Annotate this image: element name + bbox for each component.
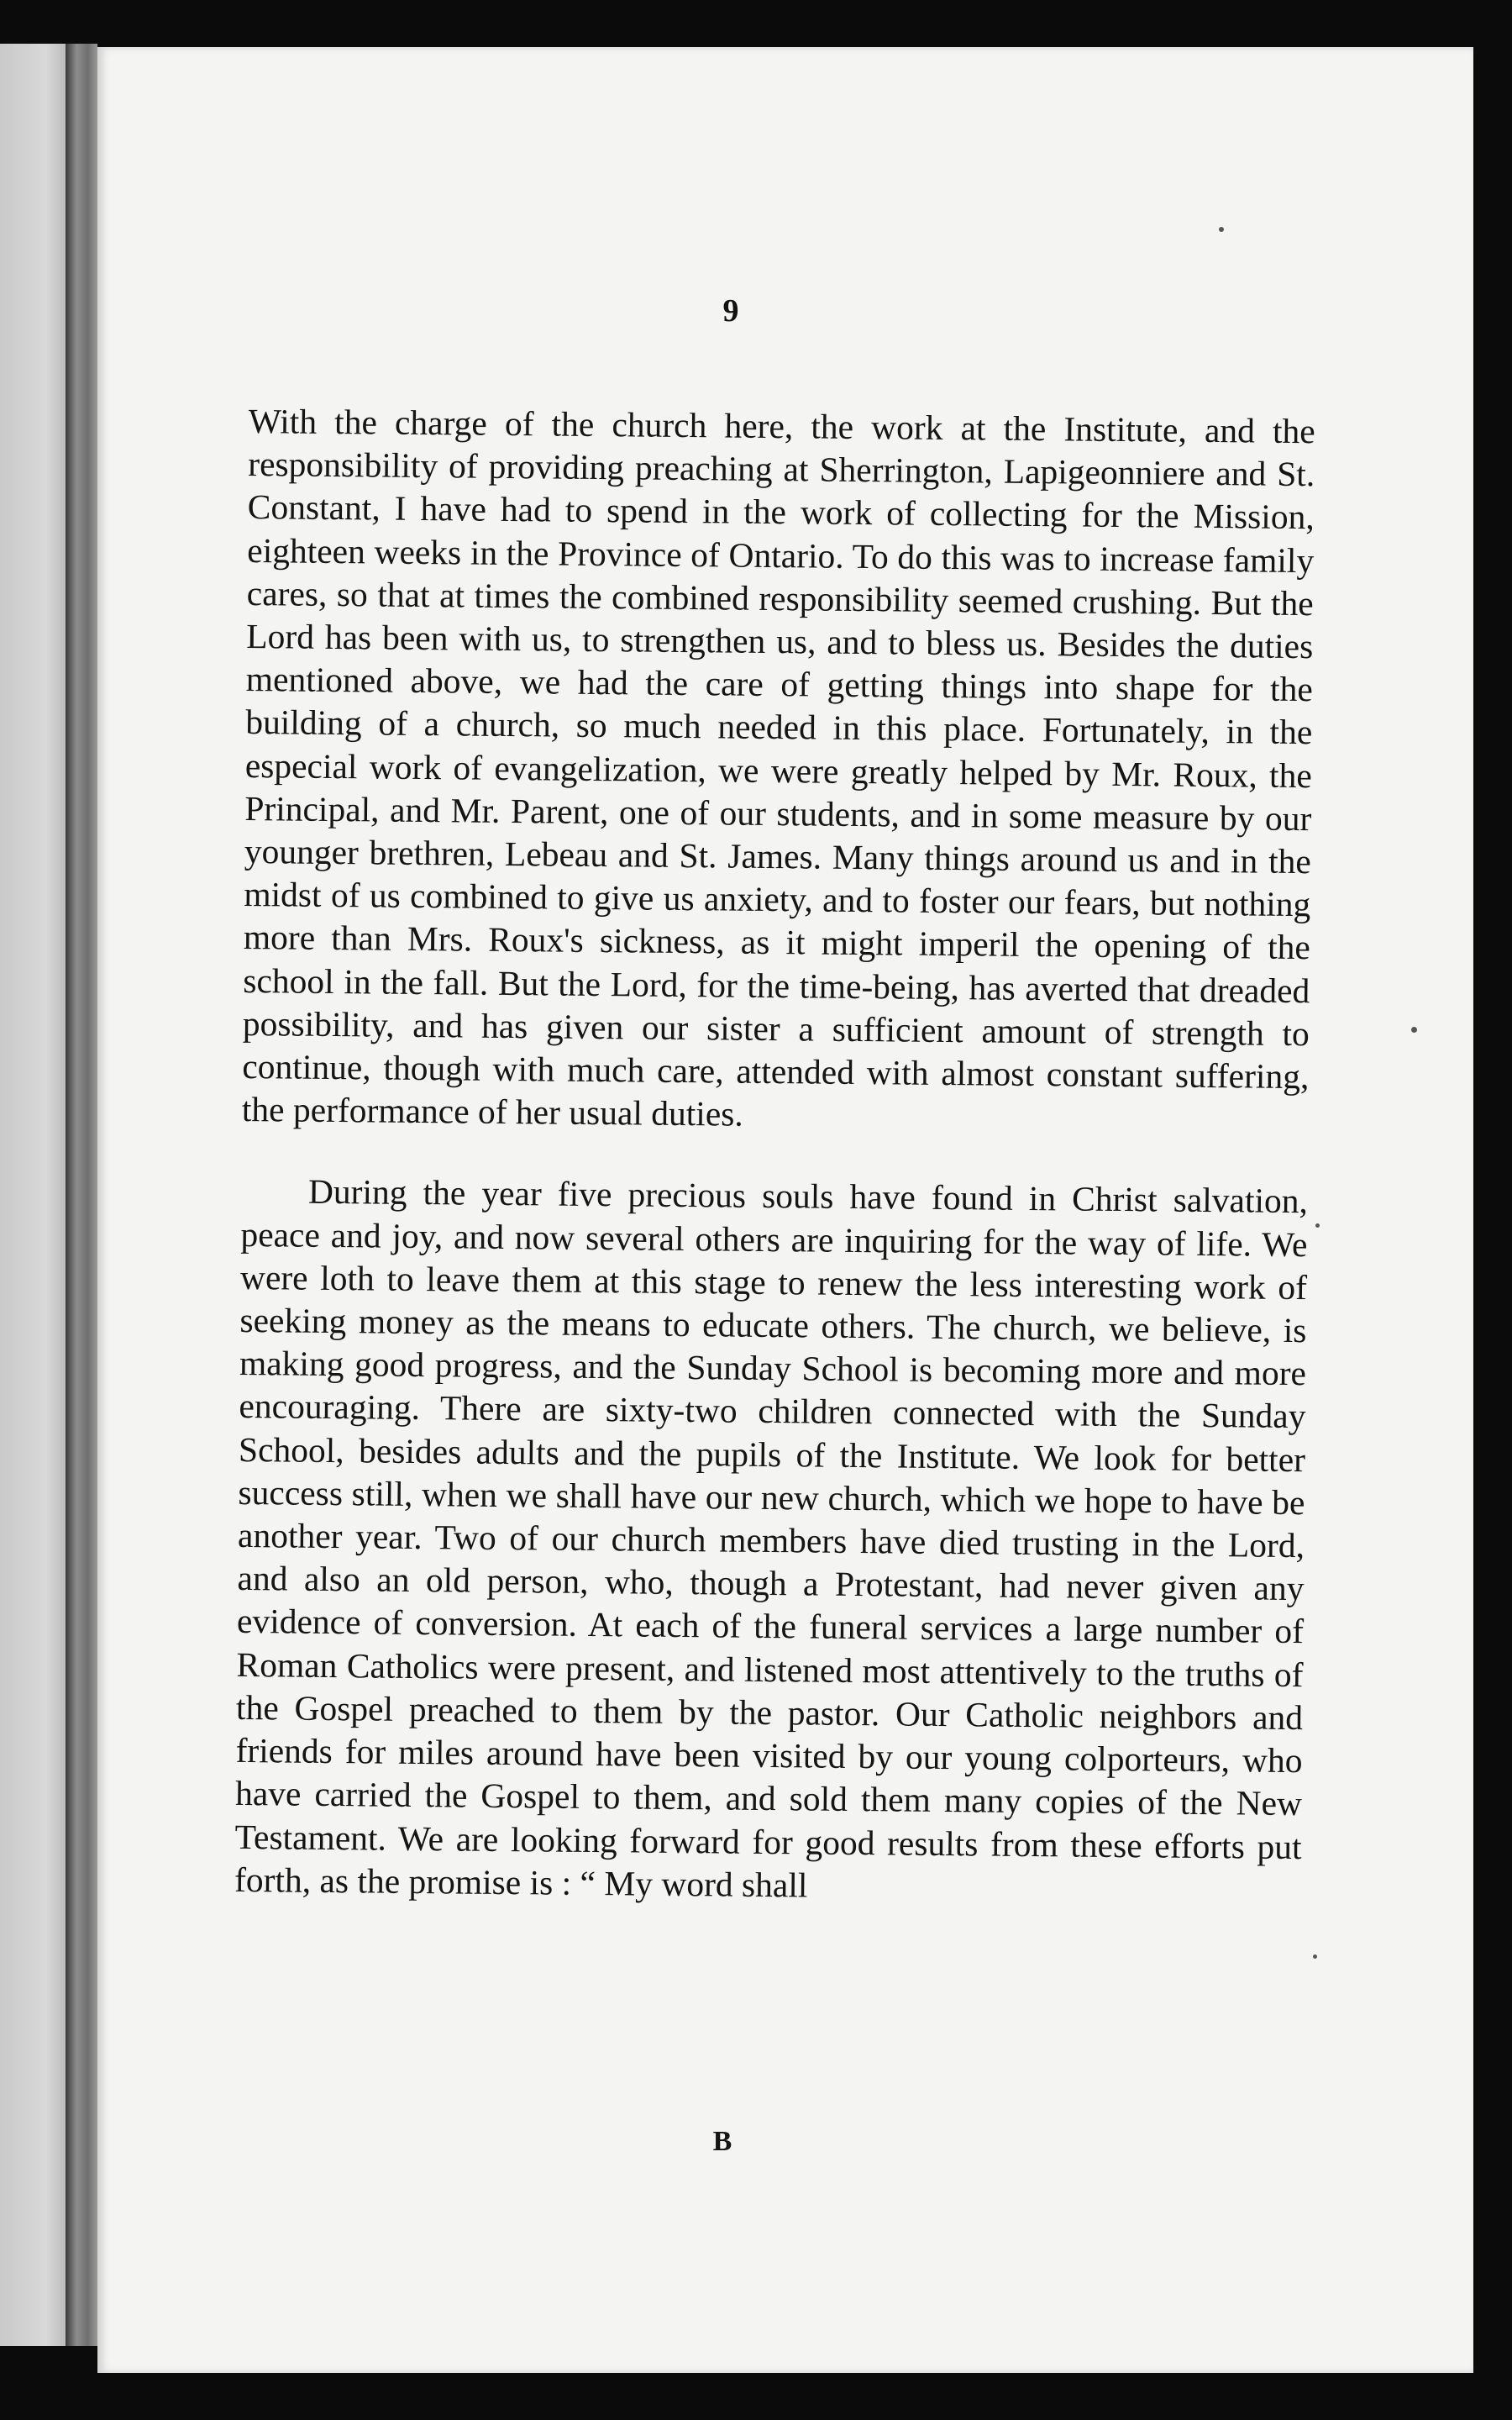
book-gutter [66,44,97,2346]
book-page [97,47,1473,2373]
facing-page-edge [0,44,66,2346]
paper-speck [1411,1027,1417,1033]
paragraph-1: With the charge of the church here, the work at the Institute, and the responsibility of providing preaching at Sherrington, Lapigeonniere and St. Constant, I have had to spend in the work of collecting for the Mission, eighteen weeks in the Province of Ontario. To do this was to increase family cares, so that at times the combined responsibility seemed crushing. But the Lord has been with us, to strengthen us, and to bless us. Besides the duties mentioned above, we had the care of getting things into shape for the building of a church, so much needed in this place. Fortunately, in the especial work of evangelization, we were greatly helped by Mr. Roux, the Principal, and Mr. Parent, one of our students, and in some measure by our younger brethren, Lebeau and St. James. Many things around us and in the midst of us combined to give us anxiety, and to foster our fears, but nothing more than Mrs. Roux's sickness, as it might imperil the opening of the school in the fall. But the Lord, for the time-being, has averted that dreaded possibility, and has given our sister a sufficient amount of strength to continue, though with much care, attended with almost constant suffering, the performance of her usual duties. [241,401,1315,1134]
paragraph-2: During the year five precious souls have found in Christ salvation, peace and joy, and now several others are inquiring for the way of life. We were loth to leave them at this stage to renew the less interesting work of seeking money as the means to educate others. The church, we believe, is making good progress, and the Sunday School is becoming more and more encouraging. There are sixty-two children connected with the Sunday School, besides adults and the pupils of the Institute. We look for better success still, when we shall have our new church, which we hope to have be another year. Two of our church members have died trusting in the Lord, and also an old person, who, though a Protestant, had never given any evidence of conversion. At each of the funeral services a large number of Roman Catholics were present, and listened most attentively to the truths of the Gospel preached to them by the pastor. Our Catholic neighbors and friends for miles around have been visited by our young colporteurs, who have carried the Gospel to them, and sold them many copies of the New Testament. We are looking forward for good results from these efforts put forth, as the promise is : “ My word shall [234,1172,1309,1905]
page-number: 9 [722,293,739,329]
page-body-text [234,400,1315,1912]
paper-speck [1219,227,1224,232]
paper-speck [1315,1223,1320,1228]
paper-speck [1313,1954,1317,1959]
signature-mark: B [712,2126,732,2157]
